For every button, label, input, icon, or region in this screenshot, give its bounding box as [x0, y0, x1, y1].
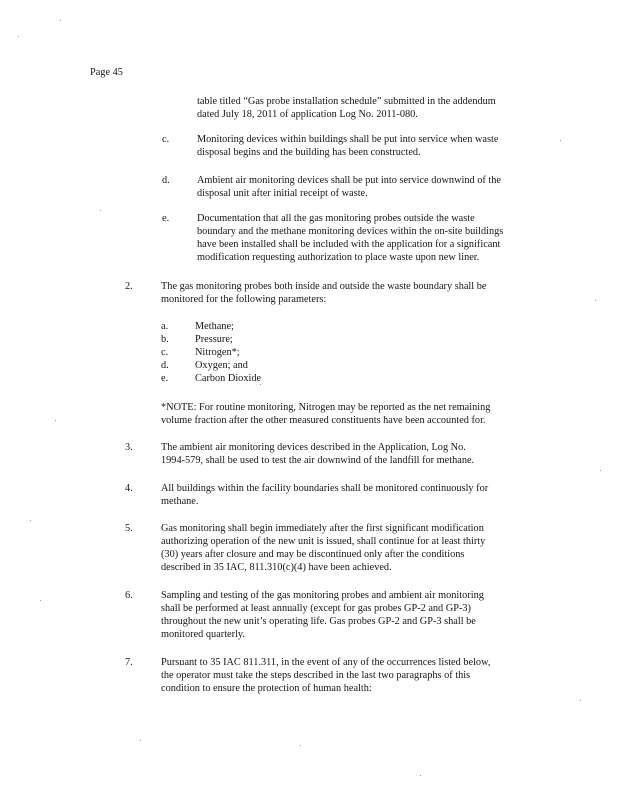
item-b-continued-line: dated July 18, 2011 of application Log No. 2011-080. — [197, 109, 418, 120]
item-4-line: methane. — [161, 496, 199, 507]
page-number: Page 45 — [90, 67, 123, 78]
scan-speck — [18, 36, 19, 37]
item-c-line: disposal begins and the building has been constructed. — [197, 147, 421, 158]
item-e-letter: e. — [162, 213, 170, 224]
parameter-letter: b. — [161, 334, 169, 345]
item-c-letter: c. — [162, 134, 170, 145]
item-5-line: described in 35 IAC, 811.310(c)(4) have been achieved. — [161, 562, 392, 573]
item-6-line: throughout the new unit’s operating life. Gas probes GP-2 and GP-3 shall be — [161, 616, 476, 627]
item-5-line: (30) years after closure and may be discontinued only after the conditions — [161, 549, 465, 560]
item-3-line: The ambient air monitoring devices described in the Application, Log No. — [161, 442, 466, 453]
item-7-line: Pursuant to 35 IAC 811.311, in the event of any of the occurrences listed below, — [161, 657, 491, 668]
item-6-line: shall be performed at least annually (except for gas probes GP-2 and GP-3) — [161, 603, 471, 614]
item-7-line: condition to ensure the protection of human health: — [161, 683, 372, 694]
scan-speck — [580, 700, 581, 701]
item-e-line: boundary and the methane monitoring devices within the on-site buildings — [197, 226, 504, 237]
item-6-line: Sampling and testing of the gas monitoring probes and ambient air monitoring — [161, 590, 484, 601]
parameter-letter: d. — [161, 360, 169, 371]
scan-speck — [30, 520, 31, 521]
item-b-continued-line: table titled “Gas probe installation schedule” submitted in the addendum — [197, 96, 496, 107]
scan-speck — [60, 20, 61, 21]
parameter-text: Nitrogen*; — [195, 347, 240, 358]
scan-speck — [100, 210, 101, 211]
item-2-line: The gas monitoring probes both inside and outside the waste boundary shall be — [161, 281, 487, 292]
parameter-letter: a. — [161, 321, 169, 332]
item-5-line: authorizing operation of the new unit is issued, shall continue for at least thirty — [161, 536, 486, 547]
item-3-number: 3. — [125, 442, 133, 453]
item-5-number: 5. — [125, 523, 133, 534]
item-6-line: monitored quarterly. — [161, 629, 245, 640]
item-5-line: Gas monitoring shall begin immediately after the first significant modification — [161, 523, 484, 534]
item-7-line: the operator must take the steps described in the last two paragraphs of this — [161, 670, 471, 681]
item-d-letter: d. — [162, 175, 170, 186]
note-line: volume fraction after the other measured constituents have been accounted for. — [161, 415, 486, 426]
item-7-number: 7. — [125, 657, 133, 668]
item-e-line: have been installed shall be included with the application for a significant — [197, 239, 501, 250]
item-c-line: Monitoring devices within buildings shall be put into service when waste — [197, 134, 499, 145]
item-3-line: 1994-579, shall be used to test the air downwind of the landfill for methane. — [161, 455, 475, 466]
scan-speck — [560, 140, 561, 141]
note-line: *NOTE: For routine monitoring, Nitrogen may be reported as the net remaining — [161, 402, 491, 413]
item-d-line: disposal unit after initial receipt of waste. — [197, 188, 368, 199]
parameter-letter: c. — [161, 347, 169, 358]
item-2-number: 2. — [125, 281, 133, 292]
scan-speck — [55, 420, 56, 421]
scan-speck — [140, 740, 141, 741]
item-4-line: All buildings within the facility boundaries shall be monitored continuously for — [161, 483, 489, 494]
parameter-text: Pressure; — [195, 334, 233, 345]
parameter-text: Carbon Dioxide — [195, 373, 262, 384]
item-e-line: Documentation that all the gas monitoring probes outside the waste — [197, 213, 475, 224]
scan-speck — [595, 300, 596, 301]
parameter-text: Methane; — [195, 321, 234, 332]
scan-speck — [600, 470, 601, 471]
item-e-line: modification requesting authorization to place waste upon new liner. — [197, 252, 480, 263]
scan-speck — [300, 745, 301, 746]
item-4-number: 4. — [125, 483, 133, 494]
item-d-line: Ambient air monitoring devices shall be put into service downwind of the — [197, 175, 501, 186]
item-2-line: monitored for the following parameters: — [161, 294, 327, 305]
parameter-letter: e. — [161, 373, 169, 384]
item-6-number: 6. — [125, 590, 133, 601]
scan-speck — [260, 384, 261, 385]
scan-speck — [40, 600, 41, 601]
parameter-text: Oxygen; and — [195, 360, 248, 371]
scan-speck — [420, 775, 421, 776]
